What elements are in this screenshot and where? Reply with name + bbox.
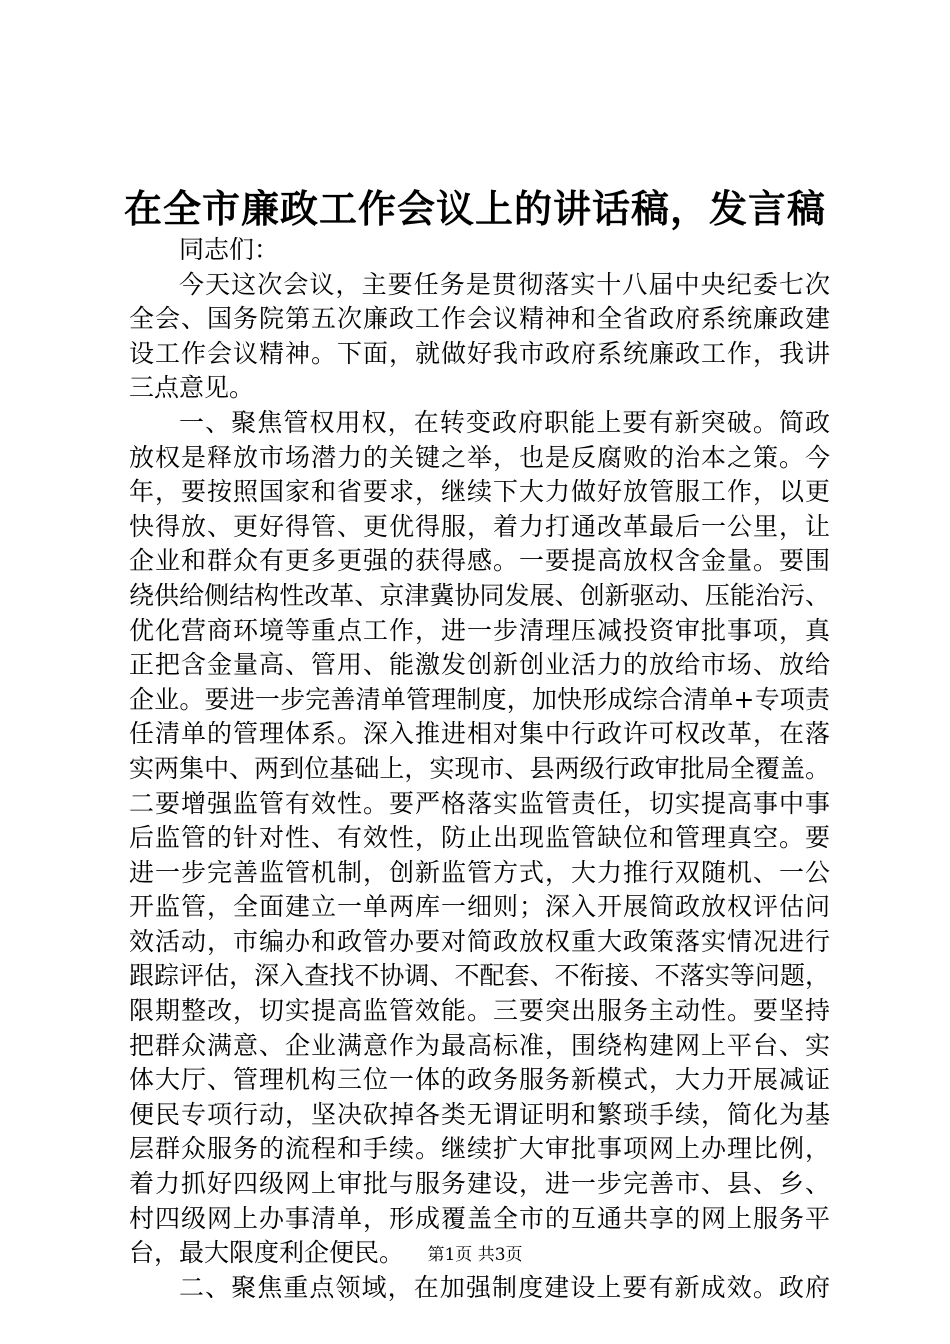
text-line: 把群众满意、企业满意作为最高标准，围绕构建网上平台、实 — [129, 1030, 830, 1060]
text-line: 层群众服务的流程和手续。继续扩大审批事项网上办理比例， — [129, 1134, 830, 1164]
text-line: 年，要按照国家和省要求，继续下大力做好放管服工作，以更 — [129, 477, 830, 507]
text-line: 任清单的管理体系。深入推进相对集中行政许可权改革，在落 — [129, 719, 830, 749]
text-line: 进一步完善监管机制，创新监管方式，大力推行双随机、一公 — [129, 857, 830, 887]
text-line: 体大厅、管理机构三位一体的政务服务新模式，大力开展减证 — [129, 1065, 830, 1095]
text-line: 二要增强监管有效性。要严格落实监管责任，切实提高事中事 — [129, 788, 830, 818]
text-line: 开监管，全面建立一单两库一细则；深入开展简政放权评估问 — [129, 892, 830, 922]
text-line: 快得放、更好得管、更优得服，着力打通改革最后一公里，让 — [129, 511, 830, 541]
text-line: 跟踪评估，深入查找不协调、不配套、不衔接、不落实等问题， — [129, 961, 830, 991]
text-line: 着力抓好四级网上审批与服务建设，进一步完善市、县、乡、 — [129, 1169, 830, 1199]
text-line: 正把含金量高、管用、能激发创新创业活力的放给市场、放给 — [129, 650, 830, 680]
text-line: 今天这次会议，主要任务是贯彻落实十八届中央纪委七次 — [179, 269, 830, 299]
text-line: 村四级网上办事清单，形成覆盖全市的互通共享的网上服务平 — [129, 1203, 830, 1233]
document-title: 在全市廉政工作会议上的讲话稿，发言稿 — [123, 187, 826, 231]
text-line: 同志们： — [179, 235, 280, 264]
text-line: 一、聚焦管权用权，在转变政府职能上要有新突破。简政 — [179, 407, 830, 437]
page-footer: 第1页 共3页 — [427, 1245, 523, 1265]
text-line: 台，最大限度利企便民。 — [129, 1238, 405, 1268]
text-line: 效活动，市编办和政管办要对简政放权重大政策落实情况进行 — [129, 926, 830, 956]
document-body — [129, 233, 830, 1305]
text-line: 后监管的针对性、有效性，防止出现监管缺位和管理真空。要 — [129, 823, 830, 853]
text-line: 企业。要进一步完善清单管理制度，加快形成综合清单+专项责 — [129, 684, 830, 714]
text-line: 绕供给侧结构性改革、京津冀协同发展、创新驱动、压能治污、 — [129, 580, 830, 610]
text-line: 限期整改，切实提高监管效能。三要突出服务主动性。要坚持 — [129, 996, 830, 1026]
text-line: 全会、国务院第五次廉政工作会议精神和全省政府系统廉政建 — [129, 304, 830, 334]
text-line: 实两集中、两到位基础上，实现市、县两级行政审批局全覆盖。 — [129, 753, 830, 783]
text-line: 便民专项行动，坚决砍掉各类无谓证明和繁琐手续，简化为基 — [129, 1099, 830, 1129]
text-line: 企业和群众有更多更强的获得感。一要提高放权含金量。要围 — [129, 546, 830, 576]
text-line: 三点意见。 — [129, 373, 255, 403]
text-line: 放权是释放市场潜力的关键之举，也是反腐败的治本之策。今 — [129, 442, 830, 472]
text-line: 设工作会议精神。下面，就做好我市政府系统廉政工作，我讲 — [129, 338, 830, 368]
text-line: 优化营商环境等重点工作，进一步清理压减投资审批事项，真 — [129, 615, 830, 645]
text-line: 二、聚焦重点领域，在加强制度建设上要有新成效。政府 — [179, 1272, 830, 1302]
